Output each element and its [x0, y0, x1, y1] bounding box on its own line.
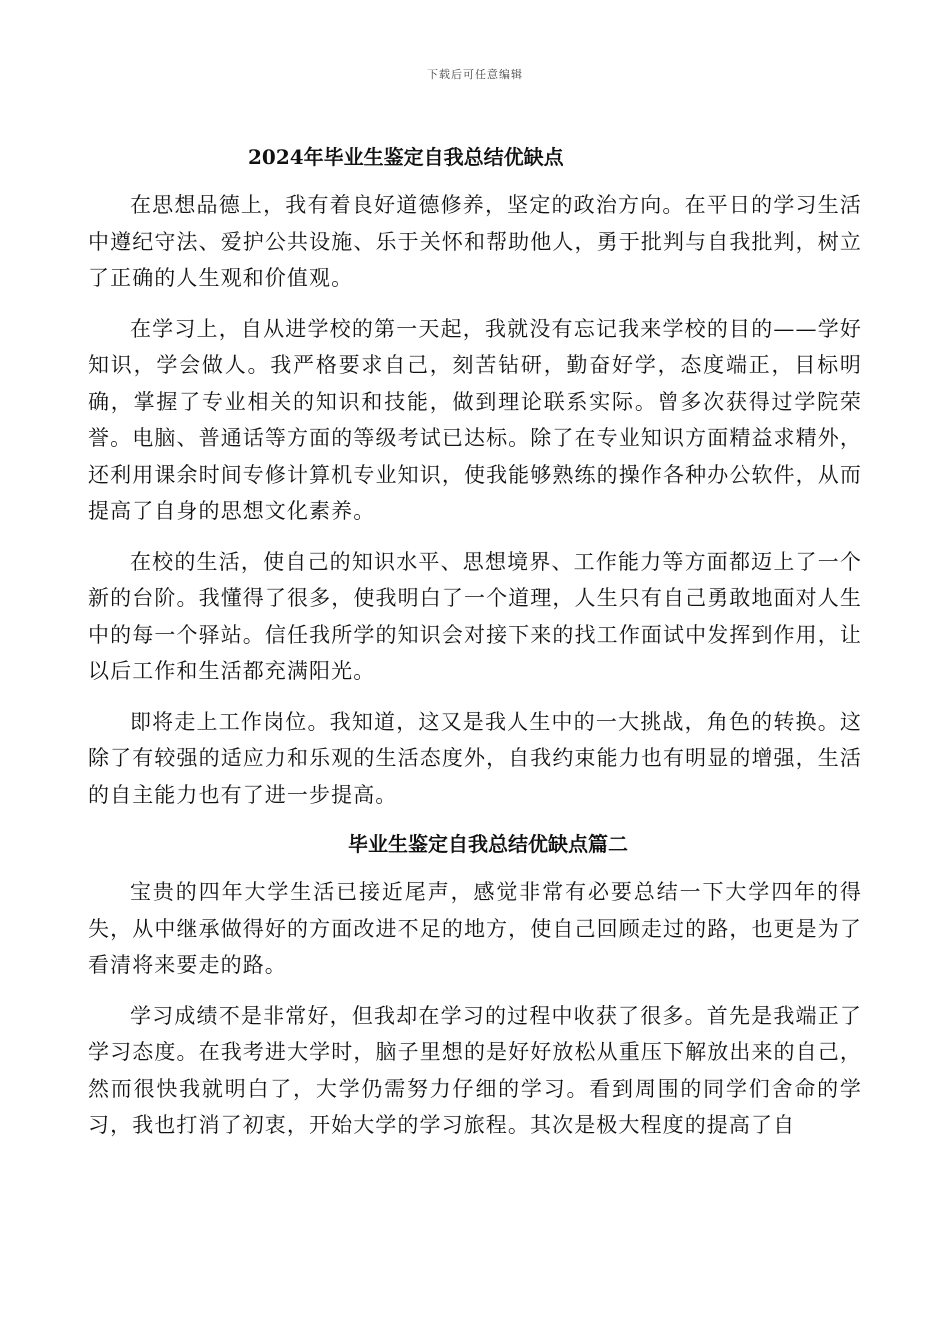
paragraph-ideology: 在思想品德上，我有着良好道德修养，坚定的政治方向。在平日的学习生活中遵纪守法、爱护公共设施、乐于关怀和帮助他人，勇于批判与自我批判，树立了正确的人生观和价值观。: [88, 193, 862, 290]
paragraph-study: 在学习上，自从进学校的第一天起，我就没有忘记我来学校的目的——学好知识，学会做人。我严格要求自己，刻苦钻研，勤奋好学，态度端正，目标明确，掌握了专业相关的知识和技能，做到理论联系实际。曾多次获得过学院荣誉。电脑、普通话等方面的等级考试已达标。除了在专业知识方面精益求精外，还利用课余时间专修计算机专业知识，使我能够熟练的操作各种办公软件，从而提高了自身的思想文化素养。: [88, 316, 862, 523]
paragraph-campus-life: 在校的生活，使自己的知识水平、思想境界、工作能力等方面都迈上了一个新的台阶。我懂得了很多，使我明白了一个道理，人生只有自己勇敢地面对人生中的每一个驿站。信任我所学的知识会对接下来的找工作面试中发挥到作用，让以后工作和生活都充满阳光。: [88, 549, 862, 683]
paragraph-learning: 学习成绩不是非常好，但我却在学习的过程中收获了很多。首先是我端正了学习态度。在我考进大学时，脑子里想的是好好放松从重压下解放出来的自己，然而很快我就明白了，大学仍需努力仔细的学习。看到周围的同学们舍命的学习，我也打消了初衷，开始大学的学习旅程。其次是极大程度的提高了自: [88, 1003, 862, 1137]
paragraph-career: 即将走上工作岗位。我知道，这又是我人生中的一大挑战，角色的转换。这除了有较强的适应力和乐观的生活态度外，自我约束能力也有明显的增强，生活的自主能力也有了进一步提高。: [88, 709, 862, 807]
paragraph-four-years: 宝贵的四年大学生活已接近尾声，感觉非常有必要总结一下大学四年的得失，从中继承做得好的方面改进不足的地方，使自己回顾走过的路，也更是为了看清将来要走的路。: [88, 880, 862, 977]
section-two-title: 毕业生鉴定自我总结优缺点篇二: [348, 832, 628, 856]
running-header: 下载后可任意编辑: [427, 68, 523, 81]
document-title: 2024年毕业生鉴定自我总结优缺点: [248, 145, 564, 169]
document-body: [88, 140, 862, 1144]
